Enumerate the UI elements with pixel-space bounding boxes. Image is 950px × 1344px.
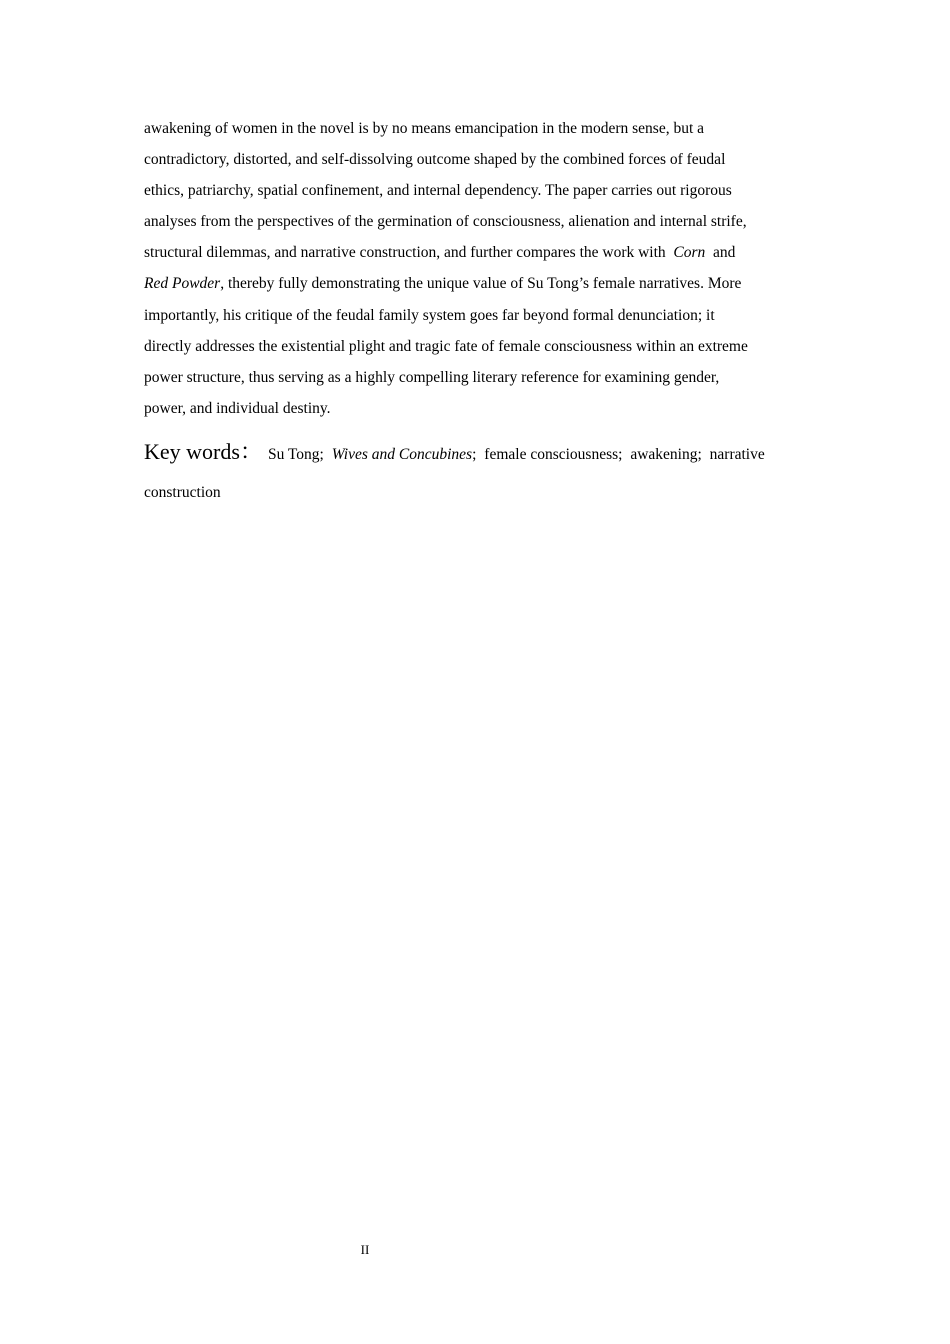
keywords-label: Key words [144, 439, 240, 464]
abstract-line [144, 237, 814, 268]
page-number: II [360, 1242, 370, 1257]
keyword-item: awakening; [630, 446, 702, 463]
keyword-separator: ; [472, 446, 477, 463]
abstract-line: awakening of women in the novel is by no means emancipation in the modern sense, but a [144, 120, 705, 137]
keywords-line [144, 432, 814, 472]
abstract-text: , thereby fully demonstrating the unique value of Su Tong’s female narratives. More [220, 275, 742, 293]
keyword-item: Su Tong; [267, 446, 324, 463]
abstract-paragraph [144, 113, 814, 424]
abstract-line: power structure, thus serving as a highly compelling literary reference for examining gender, [144, 368, 720, 386]
book-title-corn: Corn [673, 244, 706, 262]
keyword-item: narrative [709, 446, 765, 463]
abstract-line: power, and individual destiny. [144, 399, 331, 417]
keywords-section [144, 432, 814, 514]
abstract-text: structural dilemmas, and narrative construction, and further compares the work with [144, 244, 666, 262]
abstract-line: directly addresses the existential plight and tragic fate of female consciousness within an extreme [144, 337, 748, 355]
keyword-item-title: Wives and Concubines [331, 446, 473, 463]
keywords-colon: ： [239, 439, 262, 464]
abstract-line: analyses from the perspectives of the germination of consciousness, alienation and internal strife, [144, 213, 747, 231]
abstract-text: and [713, 244, 736, 262]
keyword-item: female consciousness; [484, 446, 623, 463]
keywords-line: construction [144, 484, 221, 501]
abstract-line: contradictory, distorted, and self-dissolving outcome shaped by the combined forces of feudal [144, 151, 726, 169]
abstract-line [144, 268, 814, 299]
book-title-red-powder: Red Powder [144, 275, 221, 293]
abstract-line: importantly, his critique of the feudal family system goes far beyond formal denunciation; it [144, 306, 715, 324]
abstract-line: ethics, patriarchy, spatial confinement, and internal dependency. The paper carries out rigorous [144, 182, 732, 200]
